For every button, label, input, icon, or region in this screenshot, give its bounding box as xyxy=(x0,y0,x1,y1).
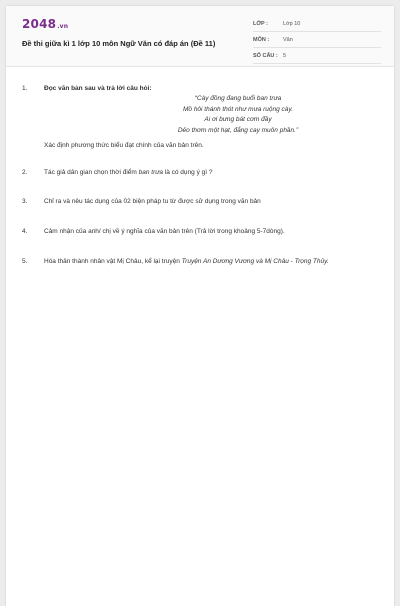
meta-value-question-count: 5 xyxy=(283,53,287,59)
document-title: Đề thi giữa kì 1 lớp 10 môn Ngữ Văn có đáp án (Đề 11) xyxy=(22,39,216,48)
poem-line: Mồ hôi thánh thót như mưa ruộng cày. xyxy=(182,105,293,113)
question-1 xyxy=(22,84,382,151)
poem-line: Dẻo thơm một hạt, đắng cay muôn phần.” xyxy=(177,126,299,134)
meta-row-question-count xyxy=(253,49,381,64)
question-number: 2. xyxy=(22,169,28,176)
logo-main-text: 2048 xyxy=(22,17,57,31)
question-4 xyxy=(22,227,382,237)
meta-value-grade: Lớp 10 xyxy=(283,21,301,27)
question-number: 3. xyxy=(22,198,28,205)
meta-label-question-count: SỐ CÂU : xyxy=(253,53,278,59)
question-1-task: Xác định phương thức biểu đạt chính của văn bản trên. xyxy=(44,142,204,149)
question-5-italic: Truyện An Dương Vương và Mị Châu - Trọng Thủy. xyxy=(181,258,329,265)
questions-list xyxy=(22,84,382,267)
question-1-title: Đọc văn bản sau và trả lời câu hỏi: xyxy=(44,85,152,92)
question-5-text: Hóa thân thành nhân vật Mị Châu, kể lại truyện xyxy=(44,258,182,265)
poem xyxy=(138,94,338,136)
question-2-text: Tác giả dân gian chọn thời điểm xyxy=(44,169,139,176)
meta-value-subject: Văn xyxy=(283,37,293,43)
question-5 xyxy=(22,257,382,267)
document-header xyxy=(6,6,394,67)
question-number: 5. xyxy=(22,258,28,265)
document-page xyxy=(6,6,394,606)
question-3-text: Chỉ ra và nêu tác dụng của 02 biện pháp tu từ được sử dụng trong văn bản xyxy=(44,198,261,205)
question-2 xyxy=(22,168,382,178)
question-3 xyxy=(22,197,382,207)
site-logo[interactable] xyxy=(22,17,68,31)
meta-info xyxy=(253,17,381,65)
logo-suffix-text: .vn xyxy=(57,23,69,30)
question-4-text: Cảm nhận của anh/ chị về ý nghĩa của văn bản trên (Trả lời trong khoảng 5-7dòng). xyxy=(44,228,285,235)
question-2-italic: ban trưa xyxy=(138,169,163,176)
poem-line: “Cày đồng đang buổi ban trưa xyxy=(194,95,282,102)
meta-row-grade xyxy=(253,17,381,32)
meta-label-grade: LỚP : xyxy=(253,21,268,27)
question-2-text-end: là có dụng ý gì ? xyxy=(162,169,213,176)
poem-line: Ai ơi bưng bát cơm đầy xyxy=(204,116,272,123)
question-number: 4. xyxy=(22,228,28,235)
meta-row-subject xyxy=(253,33,381,48)
meta-label-subject: MÔN : xyxy=(253,37,270,43)
question-number: 1. xyxy=(22,85,28,92)
